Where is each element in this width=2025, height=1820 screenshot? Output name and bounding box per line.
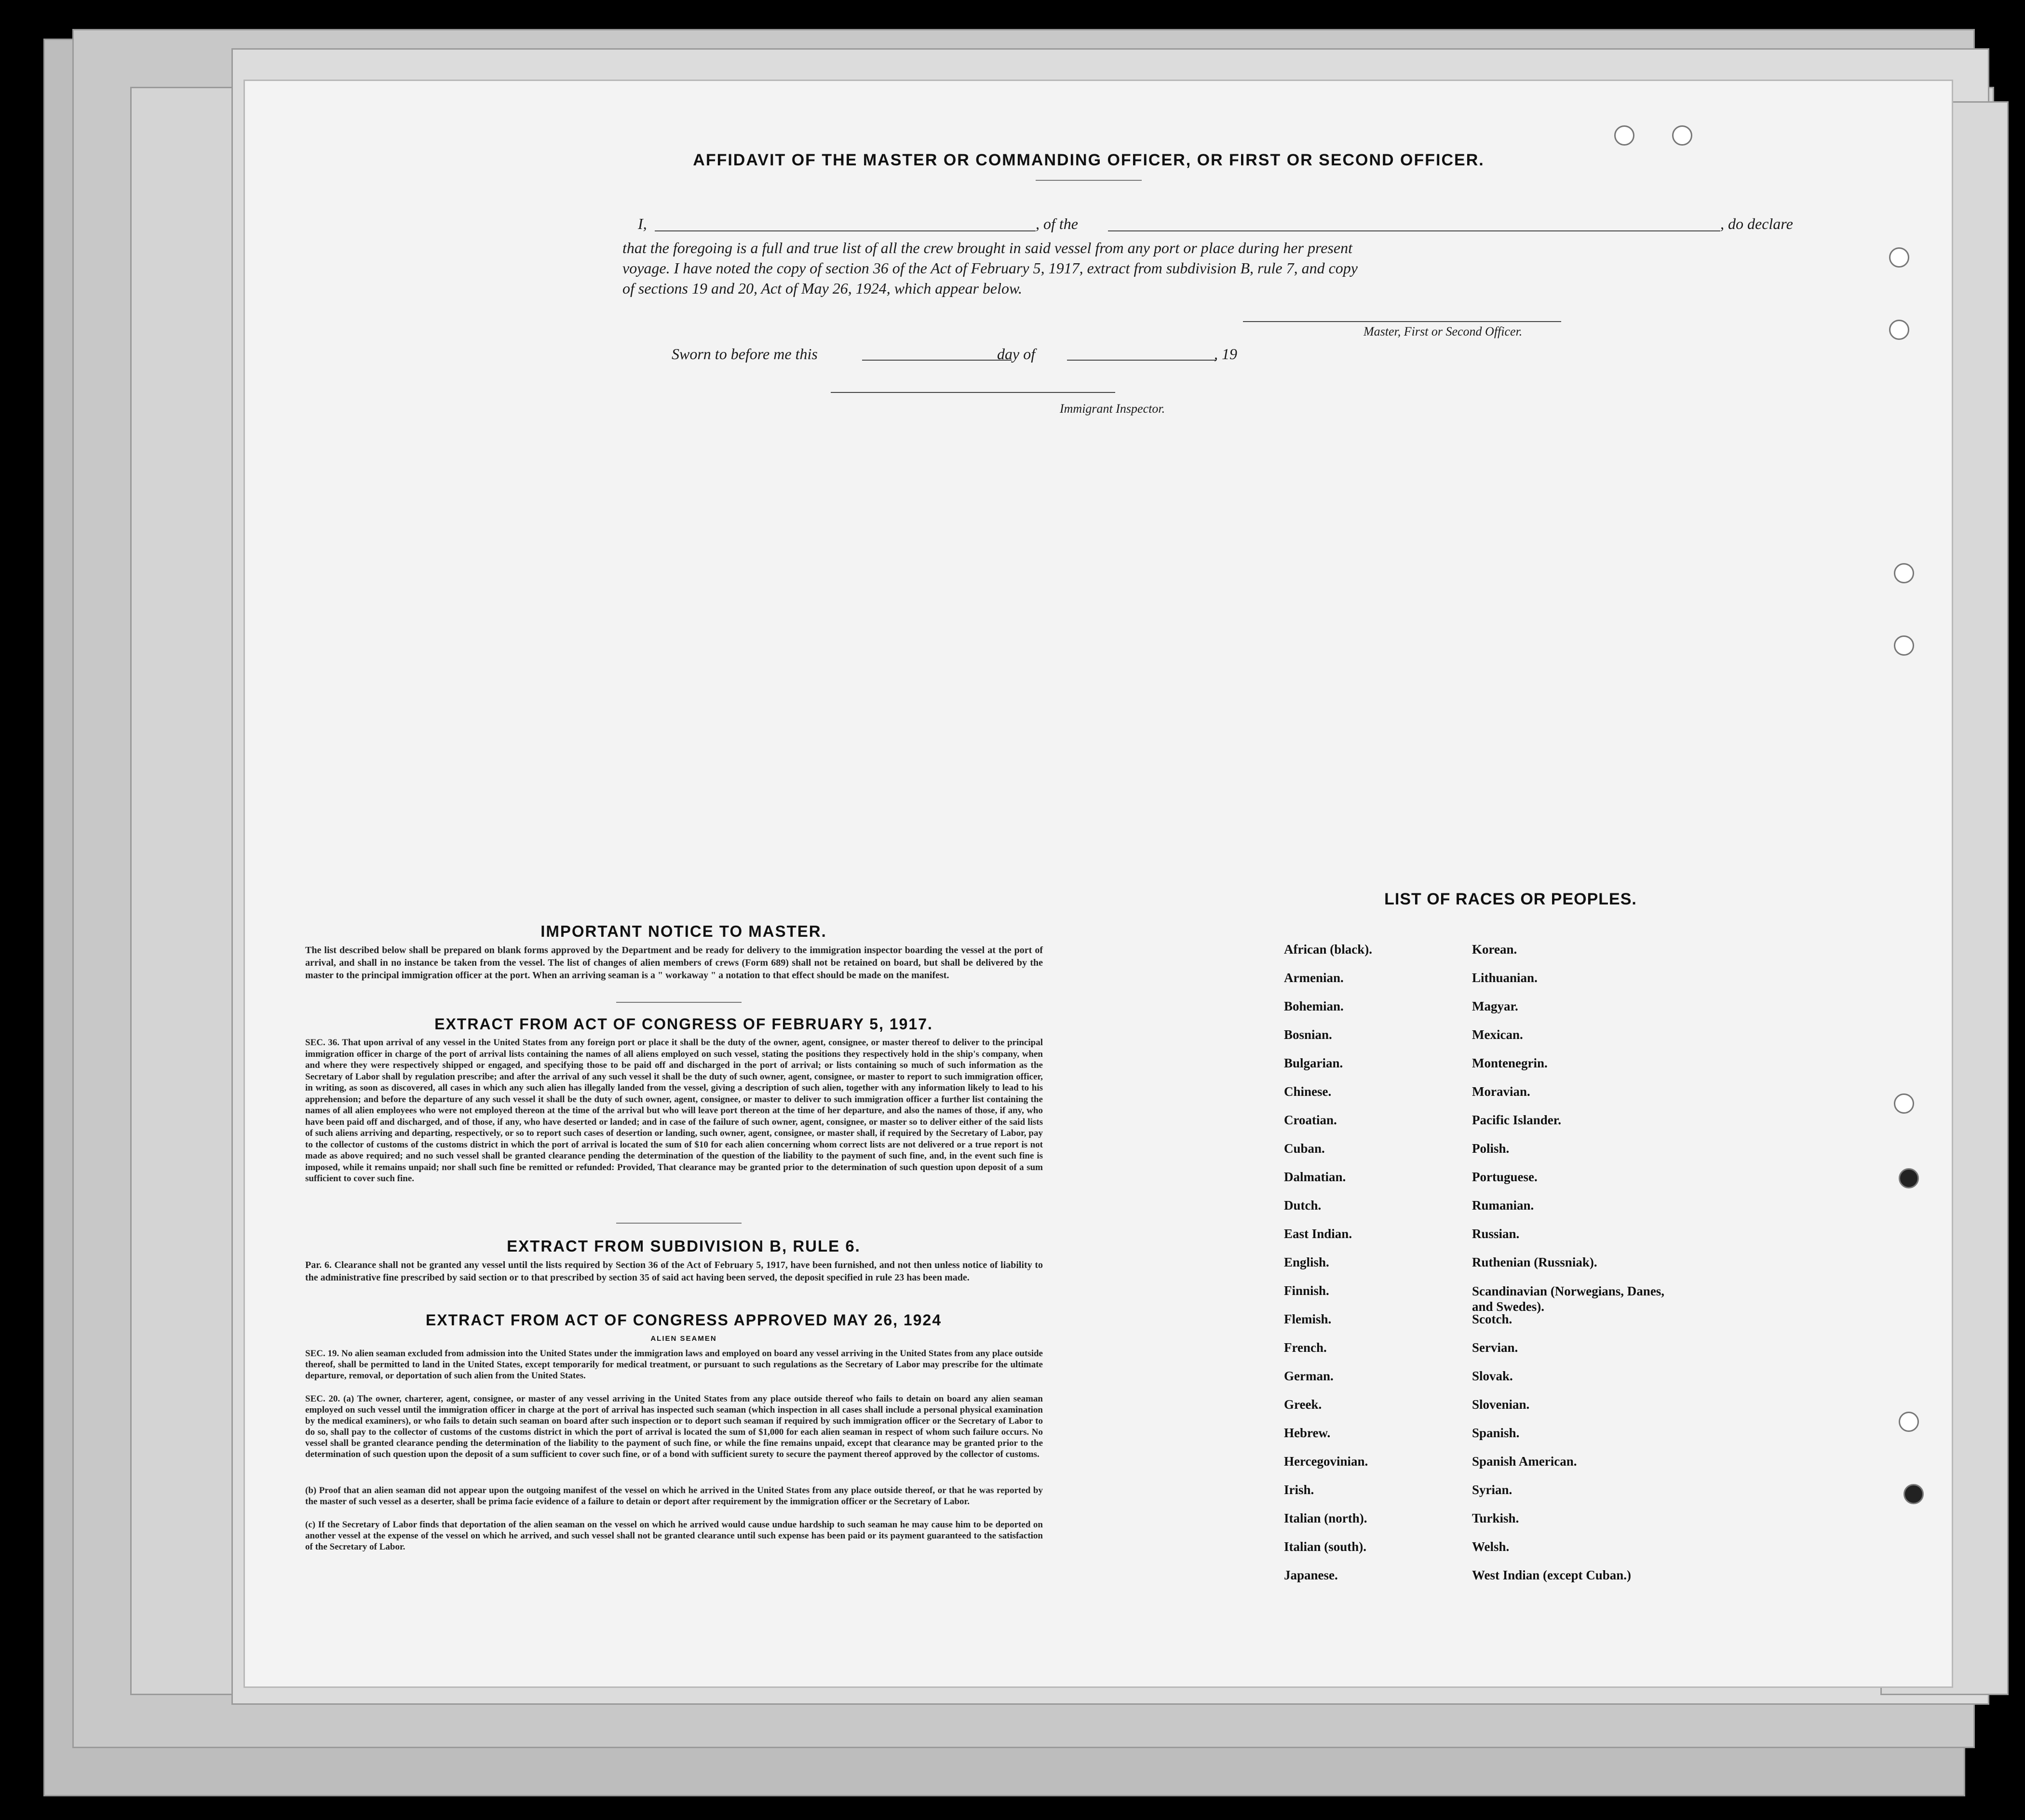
race-item: Ruthenian (Russniak). [1472, 1255, 1597, 1269]
race-item: Croatian. [1284, 1113, 1337, 1127]
race-item: Polish. [1472, 1141, 1510, 1156]
race-item: Cuban. [1284, 1141, 1325, 1156]
sec-20b-text: (b) Proof that an alien seaman did not appear upon the outgoing manifest of the vessel on which he arrived in the United States from any place outside thereof, or that he was reported by the master of such vessel as a deserter, shall be prima facie evidence of a failure to detain or deport after requirement by the immigration officer or the Secretary of Labor. [305, 1485, 1043, 1507]
race-item: Finnish. [1284, 1283, 1329, 1298]
sworn-text: Sworn to before me this [672, 345, 818, 363]
vessel-blank [1108, 230, 1720, 231]
notice-body: The list described below shall be prepared on blank forms approved by the Department and be ready for delivery to the immigration inspector boarding the vessel at the port of arrival, and shall in no instance be taken from the vessel. The list of changes of alien members of crews (Form 689) shall not be retained on board, but shall be delivered by the master to the principal immigration officer at the port. When an arriving seaman is a " workaway " a notation to that effect should be made on the manifest. [305, 945, 1043, 981]
race-item: Bulgarian. [1284, 1056, 1343, 1070]
punch-hole-icon [1899, 1168, 1919, 1188]
punch-hole-icon [1894, 1093, 1914, 1114]
name-blank [655, 230, 1036, 231]
race-item: Magyar. [1472, 999, 1518, 1013]
divider [616, 1002, 742, 1003]
race-item: Bosnian. [1284, 1027, 1332, 1042]
race-item: Syrian. [1472, 1483, 1512, 1497]
affidavit-title: AFFIDAVIT OF THE MASTER OR COMMANDING OFFICER, OR FIRST OR SECOND OFFICER. [693, 151, 1485, 169]
punch-hole-icon [1899, 1412, 1919, 1432]
race-item: Dalmatian. [1284, 1170, 1346, 1184]
race-item: Chinese. [1284, 1084, 1332, 1099]
master-signature-line [1243, 321, 1561, 322]
race-item: Armenian. [1284, 971, 1344, 985]
race-item: Japanese. [1284, 1568, 1338, 1582]
sworn-month-blank [1067, 360, 1216, 361]
punch-hole-icon [1889, 247, 1909, 268]
extract-1924-subtitle: ALIEN SEAMEN [650, 1335, 717, 1343]
race-item: Welsh. [1472, 1539, 1510, 1554]
race-item: Lithuanian. [1472, 971, 1538, 985]
race-item: Scandinavian (Norwegians, Danes, and Swedes). [1472, 1284, 1665, 1314]
sworn-day-blank [862, 360, 1012, 361]
race-item: Slovak. [1472, 1369, 1513, 1383]
sworn-day-of: day of [997, 345, 1036, 363]
punch-hole-icon [1904, 1484, 1924, 1504]
manifest-back-page [243, 80, 1953, 1688]
race-item: French. [1284, 1340, 1327, 1355]
punch-hole-icon [1672, 125, 1692, 146]
races-title: LIST OF RACES OR PEOPLES. [1384, 890, 1637, 908]
extract-1917-title: EXTRACT FROM ACT OF CONGRESS OF FEBRUARY 5, 1917. [434, 1015, 933, 1033]
punch-hole-icon [1614, 125, 1634, 146]
race-item: Hebrew. [1284, 1426, 1331, 1440]
race-item: Montenegrin. [1472, 1056, 1548, 1070]
race-item: Flemish. [1284, 1312, 1332, 1326]
race-item: Hercegovinian. [1284, 1454, 1368, 1469]
extract-1924-title: EXTRACT FROM ACT OF CONGRESS APPROVED MAY 26, 1924 [425, 1311, 942, 1329]
declare-line-do-declare: , do declare [1720, 215, 1793, 232]
race-item: African (black). [1284, 942, 1372, 957]
divider [1036, 180, 1142, 181]
race-item: Dutch. [1284, 1198, 1322, 1213]
race-item: East Indian. [1284, 1227, 1352, 1241]
race-item: Greek. [1284, 1397, 1322, 1412]
declaration-text: that the foregoing is a full and true list of all the crew brought in said vessel from any port or place during her present [622, 239, 1352, 256]
race-item: Moravian. [1472, 1084, 1530, 1099]
master-signature-label: Master, First or Second Officer. [1364, 324, 1523, 338]
race-item: Turkish. [1472, 1511, 1519, 1525]
race-item: Bohemian. [1284, 999, 1344, 1013]
punch-hole-icon [1889, 320, 1909, 340]
divider [616, 1223, 742, 1224]
sec-19-text: SEC. 19. No alien seaman excluded from admission into the United States under the immigration laws and employed on board any vessel arriving in the United States from any place outside thereof, shall be permitted to land in the United States, except temporarily for medical treatment, or pursuant to such regulations as the Secretary of Labor may prescribe for the ultimate departure, removal, or deportation of such alien from the United States. [305, 1348, 1043, 1381]
race-item: Pacific Islander. [1472, 1113, 1561, 1127]
race-item: Irish. [1284, 1483, 1314, 1497]
race-item: Scotch. [1472, 1312, 1512, 1326]
declare-line-i: I, [638, 215, 647, 232]
subdivision-title: EXTRACT FROM SUBDIVISION B, RULE 6. [507, 1237, 861, 1255]
race-item: Servian. [1472, 1340, 1518, 1355]
race-item: Spanish American. [1472, 1454, 1577, 1469]
race-item: Mexican. [1472, 1027, 1523, 1042]
inspector-label: Immigrant Inspector. [1060, 402, 1165, 416]
sworn-year: , 19 [1214, 345, 1237, 363]
punch-hole-icon [1894, 635, 1914, 656]
sec-20a-text: SEC. 20. (a) The owner, charterer, agent, consignee, or master of any vessel arriving in the United States from any place outside thereof who fails to detain on board any alien seaman employed on such vessel until the immigration officer in charge at the port of arrival has inspected such seaman (which inspection in all cases shall include a personal physical examination by the medical examiners), or who fails to detain such seaman on board after such inspection or to deport such seaman if required by such immigration officer or the Secretary of Labor to do so, shall pay to the collector of customs of the customs district in which the port of arrival is located the sum of $1,000 for each alien seaman in respect of whom such failure occurs. No vessel shall be granted clearance pending the determination of the liability to the payment of such fine, or while the fine remains unpaid, except that clearance may be granted prior to the determination of such question upon the deposit of a sum sufficient to cover such fine, or of a bond with sufficient surety to secure the payment thereof approved by the collector of customs. [305, 1394, 1043, 1459]
race-item: Russian. [1472, 1227, 1520, 1241]
race-item: Portuguese. [1472, 1170, 1538, 1184]
race-item: German. [1284, 1369, 1334, 1383]
race-item: Korean. [1472, 942, 1517, 957]
subdivision-body: Par. 6. Clearance shall not be granted any vessel until the lists required by Section 36 of the Act of February 5, 1917, have been furnished, and not then unless notice of liability to the administrative fine prescribed by said section or to that prescribed by section 35 of said act having been served, the deposit specified in rule 23 has been made. [305, 1260, 1043, 1283]
punch-hole-icon [1894, 563, 1914, 583]
declaration-text: of sections 19 and 20, Act of May 26, 1924, which appear below. [622, 280, 1022, 297]
extract-1917-body: SEC. 36. That upon arrival of any vessel in the United States from any foreign port or place it shall be the duty of the owner, agent, consignee, or master thereof to deliver to the principal immigration officer in charge of the port of arrival lists containing the names of all aliens employed on such vessel, stating the positions they respectively hold in the ship's company, when and where they were respectively shipped or engaged, and specifying those to be paid off and discharged in the port of arrival; or lists containing so much of such information as the Secretary of Labor shall by regulation prescribe; and after the arrival of any such vessel it shall be the duty of such owner, agent, consignee, or master to report to such immigration officer, in writing, as soon as discovered, all cases in which any such alien has illegally landed from the vessel, giving a description of such alien, together with any information likely to lead to his apprehension; and before the departure of any such vessel it shall be the duty of such owner, agent, consignee, or master to deliver to such immigration officer a further list containing the names of all alien employees who were not employed thereon at the time of the arrival but who will leave port thereon at the time of her departure, and also the names of those, if any, who have been paid off and discharged, and of those, if any, who have deserted or landed; and in case of the failure of such owner, agent, consignee, or master so to deliver either of the said lists of such aliens arriving and departing, respectively, or so to report such cases of desertion or landing, such owner, agent, consignee, or master shall, if required by the Secretary of Labor, pay to the collector of customs of the customs district in which the port of arrival is located the sum of $10 for each alien concerning whom correct lists are not delivered or a true report is not made as above required; and no such vessel shall be granted clearance pending the determination of the question of the liability to the payment of such fine, and, in the event such fine is imposed, while it remains unpaid; nor shall such fine be remitted or refunded: Provided, That clearance may be granted prior to the determination of such question upon deposit of a sum sufficient to cover such fine. [305, 1038, 1043, 1184]
race-item: Italian (north). [1284, 1511, 1367, 1525]
sec-20c-text: (c) If the Secretary of Labor finds that deportation of the alien seaman on the vessel on which he arrived would cause undue hardship to such seaman he may cause him to be deported on another vessel at the expense of the vessel on which he arrived, and such vessel shall not be granted clearance until such expense has been paid or its payment guaranteed to the satisfaction of the Secretary of Labor. [305, 1520, 1043, 1552]
declare-line-of-the: , of the [1036, 215, 1078, 232]
race-item: West Indian (except Cuban.) [1472, 1568, 1632, 1582]
race-item: Rumanian. [1472, 1198, 1534, 1213]
inspector-signature-line [831, 392, 1115, 393]
race-item: Spanish. [1472, 1426, 1520, 1440]
race-item: Italian (south). [1284, 1539, 1367, 1554]
notice-title: IMPORTANT NOTICE TO MASTER. [540, 922, 827, 940]
declaration-text: voyage. I have noted the copy of section 36 of the Act of February 5, 1917, extract from subdivision B, rule 7, and copy [622, 259, 1358, 277]
race-item: Slovenian. [1472, 1397, 1530, 1412]
race-item: English. [1284, 1255, 1329, 1269]
